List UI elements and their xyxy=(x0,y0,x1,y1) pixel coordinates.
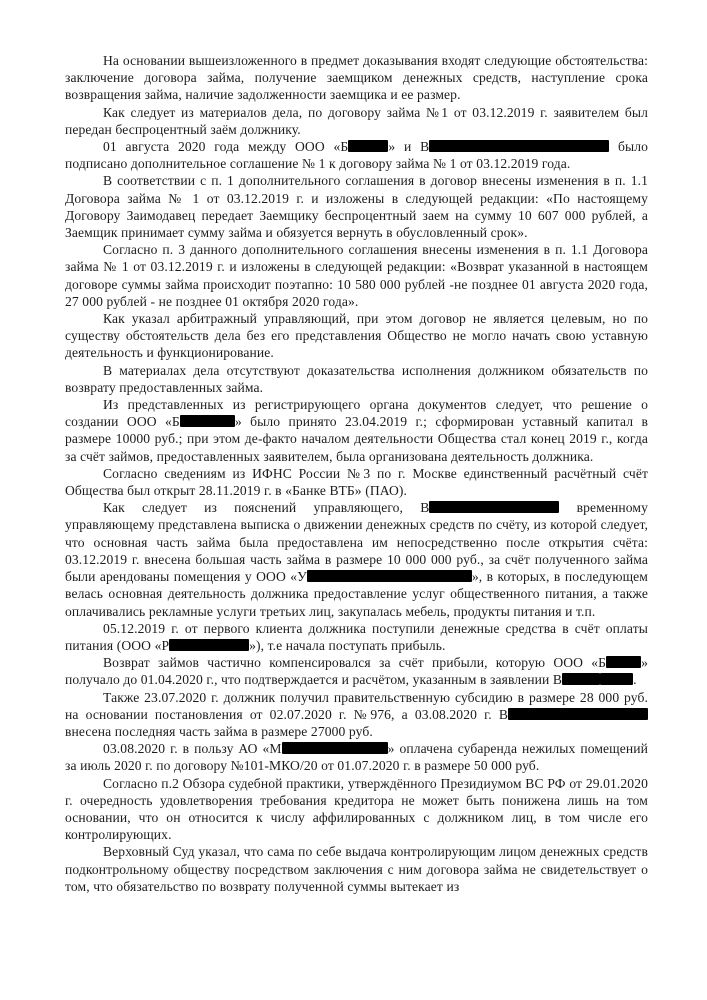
redaction-bar xyxy=(429,501,559,513)
text-run: внесена последняя часть займа в размере 27000 руб. xyxy=(65,723,373,739)
text-run: 01 августа 2020 года между ООО «Б xyxy=(103,139,349,155)
text-run: На основании вышеизложенного в предмет доказывания входят следующие обстоятельства: заключение договора займа, получение заемщиком денежных средств, наступление срока возвращения займа, наличие задолженности заемщика и ее размер. xyxy=(65,53,648,103)
text-run: В материалах дела отсутствуют доказательства исполнения должником обязательств по возврату предоставленных займа. xyxy=(65,362,648,395)
redaction-bar xyxy=(600,673,633,685)
paragraph xyxy=(65,843,648,895)
text-run: Как следует из материалов дела, по договору займа №1 от 03.12.2019 г. заявителем был передан беспроцентный заём должнику. xyxy=(65,104,648,137)
redaction-bar xyxy=(282,742,388,754)
document-body xyxy=(65,52,648,895)
redaction-bar xyxy=(606,656,641,668)
paragraph xyxy=(65,775,648,844)
paragraph xyxy=(65,740,648,774)
text-run: временному управляющему представлена выписка о движении денежных средств по счёту, из которой следует, что основная часть займа была предоставлена им непосредственно после открытия счёта: 03.12.2019 г. внесена большая часть займа в размере 10 000 000 руб., за счёт полученного займа были арендованы помещения у ООО «У xyxy=(65,500,648,585)
text-run: Согласно п. 3 данного дополнительного соглашения внесены изменения в п. 1.1 Договора займа № 1 от 03.12.2019 г. и изложены в следующей редакции: «Возврат указанной в настоящем договоре суммы займа происходит поэтапно: 10 580 000 рублей -не позднее 01 августа 2020 года, 27 000 рублей - не позднее 01 октября 2020 года». xyxy=(65,242,648,309)
text-run: » было принято 23.04.2019 г.; сформирован уставный капитал в размере 10000 руб.; при этом де-факто началом деятельности Общества стал конец 2019 г., когда за счёт займов, предоставленных заявителем, была организована деятельность должника. xyxy=(65,414,648,464)
text-run: » получало до 01.04.2020 г., что подтверждается и расчётом, указанным в заявлении В xyxy=(65,655,648,688)
paragraph xyxy=(65,52,648,104)
paragraph xyxy=(65,465,648,499)
paragraph xyxy=(65,689,648,741)
text-run: Также 23.07.2020 г. должник получил правительственную субсидию в размере 28 000 руб. на основании постановления от 02.07.2020 г. №976, а 03.08.2020 г. В xyxy=(65,689,648,722)
text-run: » и В xyxy=(388,139,430,155)
text-run: Как следует из пояснений управляющего, В xyxy=(103,500,430,516)
text-run: Из представленных из регистрирующего органа документов следует, что решение о создании ООО «Б xyxy=(65,397,648,430)
text-run: было подписано дополнительное соглашение № 1 к договору займа № 1 от 03.12.2019 года. xyxy=(65,139,649,172)
paragraph xyxy=(65,396,648,465)
paragraph xyxy=(65,499,648,619)
text-run: 03.08.2020 г. в пользу АО «М xyxy=(103,741,282,757)
text-run: », в которых, в последующем велась основная деятельность должника предоставление услуг общественного питания, а также оплачивались рекламные услуги третьих лиц, закупалась мебель, продукты питания и т.п. xyxy=(65,569,648,619)
text-run: Согласно сведениям из ИФНС России №3 по г. Москве единственный расчётный счёт Общества был открыт 28.11.2019 г. в «Банке ВТБ» (ПАО). xyxy=(65,465,648,499)
redaction-bar xyxy=(180,415,235,427)
text-run: В соответствии с п. 1 дополнительного соглашения в договор внесены изменения в п. 1.1 Договора займа № 1 от 03.12.2019 г. и изложены в следующей редакции: «По настоящему Договору Заимодавец передает Заемщику беспроцентный заем на сумму 10 607 000 рублей, а Заемщик принимает сумму займа и обязуется вернуть в обусловленный срок». xyxy=(65,173,648,241)
redaction-bar xyxy=(307,570,472,582)
paragraph xyxy=(65,241,648,310)
text-run: Согласно п.2 Обзора судебной практики, утверждённого Президиумом ВС РФ от 29.01.2020 г. очередность удовлетворения требования кредитора не может быть понижена лишь на том основании, что он относится к числу аффилированных с должником лиц, в том числе его контролирующих. xyxy=(65,775,648,843)
text-run: » оплачена субаренда нежилых помещений за июль 2020 г. по договору №101-МКО/20 от 01.07.2020 г. в размере 50 000 руб. xyxy=(65,741,649,774)
redaction-bar xyxy=(508,708,648,720)
paragraph xyxy=(65,362,648,396)
paragraph xyxy=(65,654,648,688)
text-run: Как указал арбитражный управляющий, при этом договор не является целевым, но по существу обстоятельств дела без его представления Общество не могло начать свою уставную деятельность и функционирование. xyxy=(65,311,648,361)
text-run: . xyxy=(633,672,637,688)
text-run: »), т.е начала поступать прибыль. xyxy=(249,637,446,653)
redaction-bar xyxy=(348,140,388,152)
paragraph xyxy=(65,172,648,241)
text-run: 05.12.2019 г. от первого клиента должника поступили денежные средства в счёт оплаты питания (ООО «Р xyxy=(65,620,648,653)
redaction-bar xyxy=(562,673,600,685)
redaction-bar xyxy=(169,639,249,651)
paragraph xyxy=(65,310,648,362)
text-run: Возврат займов частично компенсировался за счёт прибыли, которую ООО «Б xyxy=(103,655,607,671)
paragraph xyxy=(65,620,648,654)
redaction-bar xyxy=(429,140,609,152)
text-run: Верховный Суд указал, что сама по себе выдача контролирующим лицом денежных средств подконтрольному обществу посредством заключения с ним договора займа не свидетельствует о том, что обязательство по возврату полученной суммы вытекает из xyxy=(65,844,648,894)
paragraph xyxy=(65,104,648,138)
paragraph xyxy=(65,138,648,172)
